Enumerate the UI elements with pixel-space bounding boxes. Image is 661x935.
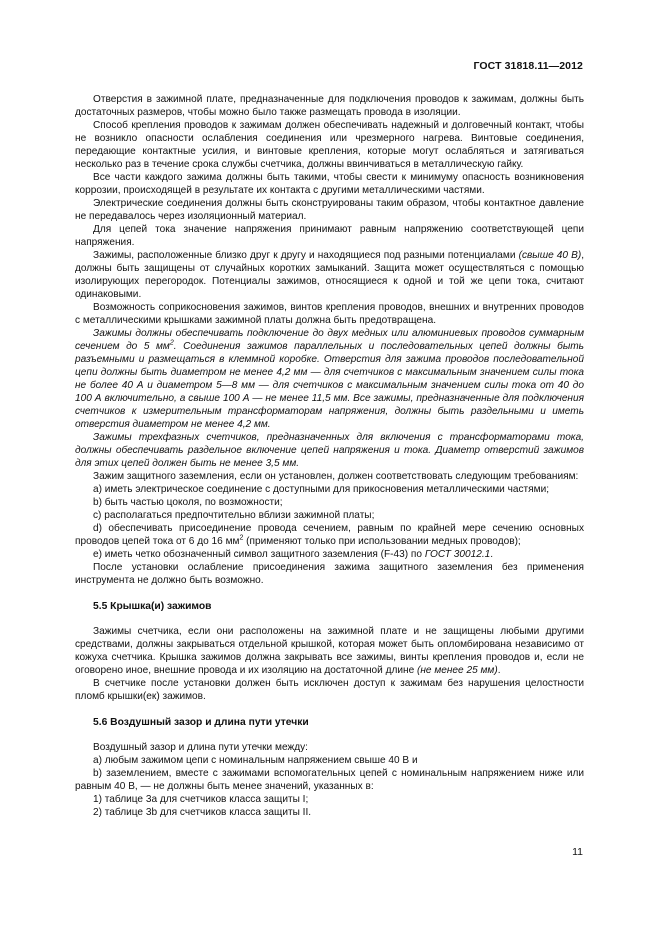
text-run: Зажимы, расположенные близко друг к другу и находящиеся под разными потенциалами (93, 250, 519, 261)
paragraph: Способ крепления проводов к зажимам должен обеспечивать надежный и долговечный контакт, чтобы не возникло опасности ослабления соединения или чрезмерного нагрева. Винтовые соединения, передающие контактные усилия, и винтовые крепления, которые могут ослабляться и затягиваться несколько раз в течение срока службы счетчика, должны ввинчиваться в металлическую гайку. (75, 120, 584, 170)
text-run: . (490, 549, 494, 560)
paragraph: После установки ослабление присоединения зажима защитного заземления без применения инструмента не должно быть возможно. (75, 562, 584, 586)
italic-run: (не менее 25 мм) (417, 665, 498, 676)
italic-run: (свыше 40 В) (518, 250, 582, 261)
section-heading-5-5: 5.5 Крышка(и) зажимов (93, 601, 212, 612)
superscript: 2 (239, 534, 244, 542)
section-heading-5-6: 5.6 Воздушный зазор и длина пути утечки (93, 717, 309, 728)
text-run: , должны быть защищены от случайных коротких замыканий. Защита может осуществляться с помощью изолирующих перегородок. Потенциалы зажимов, относящиеся к одной и той же цепи тока, считают одинаковыми. (75, 250, 585, 300)
list-item (75, 548, 584, 561)
list-item: c) располагаться предпочтительно вблизи зажимной платы; (93, 510, 375, 521)
paragraph-cover (75, 625, 584, 677)
list-item: 1) таблице 3а для счетчиков класса защиты I; (93, 794, 309, 805)
paragraph-potentials (75, 249, 584, 301)
paragraph: В счетчике после установки должен быть исключен доступ к зажимам без нарушения целостности пломб крышки(ек) зажимов. (75, 678, 584, 702)
paragraph: Электрические соединения должны быть сконструированы таким образом, чтобы контактное давление не передавалось через изоляционный материал. (75, 198, 584, 222)
text-run: e) иметь четко обозначенный символ защитного заземления (F-43) по (93, 549, 425, 560)
page-number: 11 (572, 846, 583, 858)
paragraph: Зажим защитного заземления, если он установлен, должен соответствовать следующим требованиям: (93, 471, 579, 482)
list-item: а) иметь электрическое соединение с доступными для прикосновения металлическими частями; (93, 484, 550, 495)
list-item: а) любым зажимом цепи с номинальным напряжением свыше 40 В и (93, 755, 418, 766)
paragraph: Отверстия в зажимной плате, предназначенные для подключения проводов к зажимам, должны быть достаточных размеров, чтобы можно было также размещать провода в изоляции. (75, 94, 584, 118)
paragraph-italic-terminals (75, 327, 584, 431)
text-run: . Соединения зажимов параллельных и последовательных цепей должны быть разъемными и размещаться в клеммной коробке. Отверстия для зажима проводов последовательной цепи должны быть диаметром не менее 4,2 мм — для счетчиков с максимальным значением силы тока не более 40 А и диаметром 5—8 мм — для счетчиков с максимальным значением силы тока от 40 до 100 А включительно, а свыше 100 А — не менее 11,5 мм. Все зажимы, предназначенные для подключения счетчиков к измерительным трансформаторам напряжения, должны быть раздельными и иметь отверстия диаметром не менее 4,2 мм. (75, 341, 584, 430)
paragraph: Для цепей тока значение напряжения принимают равным напряжению соответствующей цепи напряжения. (75, 224, 584, 248)
list-item (75, 522, 584, 548)
paragraph: Все части каждого зажима должны быть такими, чтобы свести к минимуму опасность возникновения коррозии, происходящей в результате их контакта с другими металлическими частями. (75, 172, 584, 196)
standard-header: ГОСТ 31818.11—2012 (473, 60, 583, 72)
paragraph-italic-three-phase: Зажимы трехфазных счетчиков, предназначенных для включения с трансформаторами тока, должны обеспечивать раздельное включение цепей напряжения и тока. Диаметр отверстий зажимов для этих цепей должен быть не менее 3,5 мм. (75, 432, 584, 469)
text-run: (применяют только при использовании медных проводов); (243, 536, 521, 547)
standard-reference: ГОСТ 30012.1 (424, 549, 491, 560)
text-run: Зажимы счетчика, если они расположены на зажимной плате и не защищены любыми другими средствами, должны закрываться отдельной крышкой, которая может быть опломбирована независимо от кожуха счетчика. Крышка зажимов должна закрывать все зажимы, винты крепления проводов и, если не оговорено иное, внешние провода и их изоляцию на достаточной длине (75, 626, 584, 676)
paragraph: Воздушный зазор и длина пути утечки между: (93, 742, 308, 753)
text-run: . (497, 665, 501, 676)
text-run: Зажимы должны обеспечивать подключение до двух медных или алюминиевых проводов суммарным сечением до 5 мм (75, 328, 584, 352)
list-item: b) заземлением, вместе с зажимами вспомогательных цепей с номинальным напряжением ниже или равным 40 В, — не должны быть менее значений, указанных в: (75, 768, 584, 792)
list-item: b) быть частью цоколя, по возможности; (93, 497, 283, 508)
text-run: d) обеспечивать присоединение провода сечением, равным по крайней мере сечению основных проводов цепей тока от 6 до 16 мм (75, 523, 584, 547)
superscript: 2 (169, 339, 174, 347)
list-item: 2) таблице 3b для счетчиков класса защиты II. (93, 807, 312, 818)
paragraph: Возможность соприкосновения зажимов, винтов крепления проводов, внешних и внутренних проводов с металлическими крышками зажимной платы должна быть предотвращена. (75, 302, 584, 326)
page-body (75, 93, 584, 819)
